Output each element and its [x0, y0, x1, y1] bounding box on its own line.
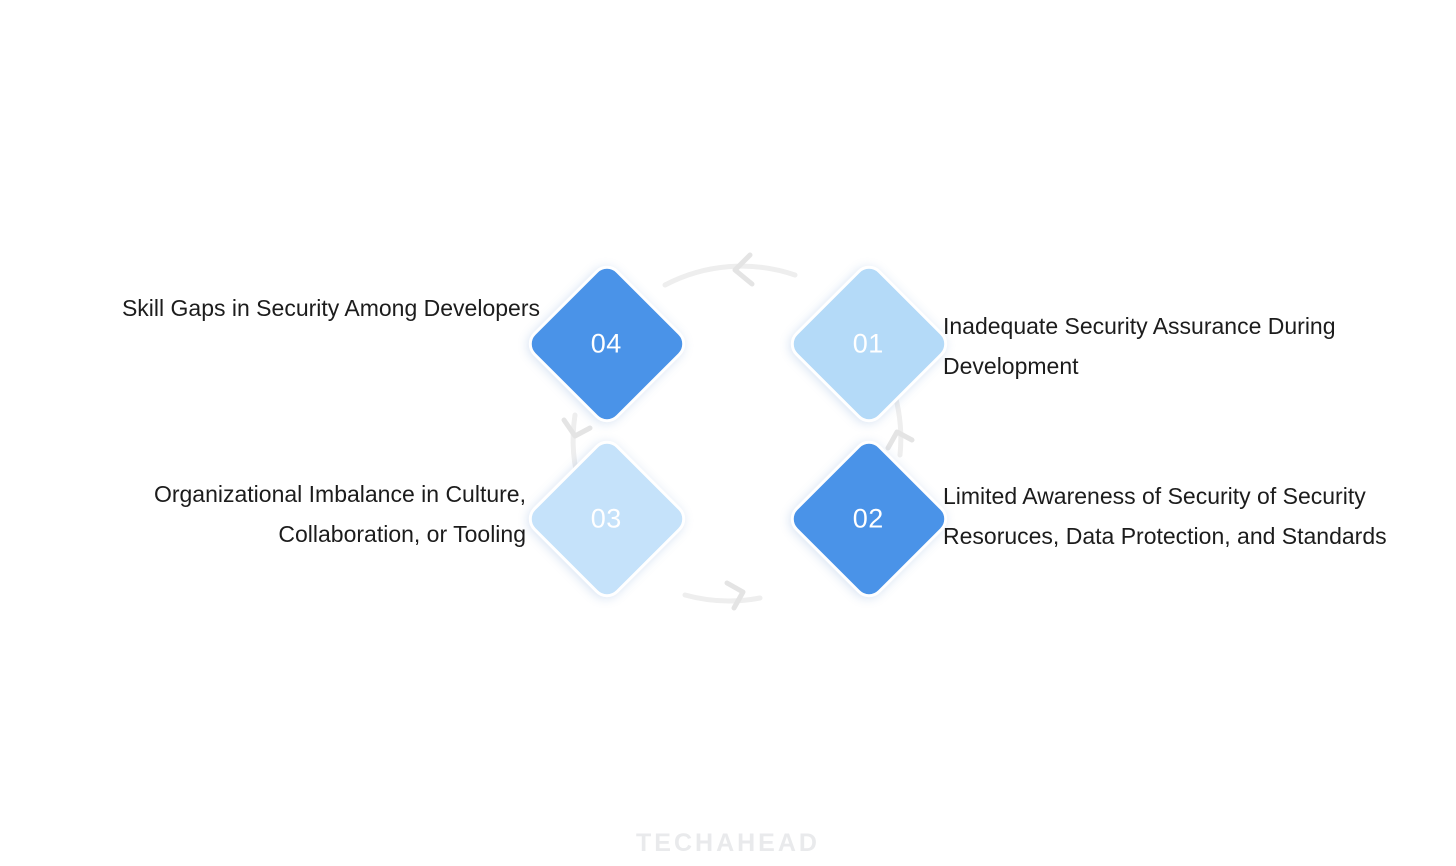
node-number-01: 01: [853, 328, 885, 359]
arrowhead-top: [735, 255, 752, 284]
arrowhead-right: [888, 432, 912, 448]
node-number-04: 04: [591, 328, 623, 359]
diagram-label-03: Organizational Imbalance in Culture, Collaboration, or Tooling: [153, 481, 526, 547]
diagram-node-01[interactable]: [784, 259, 954, 429]
node-number-02: 02: [853, 503, 885, 534]
node-number-03: 03: [591, 503, 623, 534]
arc-bottom: [685, 595, 760, 601]
brand-watermark: TECHAHEAD: [636, 829, 820, 857]
diagram-node-04[interactable]: [522, 259, 692, 429]
diagram-label-01: Inadequate Security Assurance During Development: [943, 313, 1336, 379]
diagram-node-03[interactable]: [522, 434, 692, 604]
arrowhead-bottom: [727, 583, 743, 608]
diagram-label-02: Limited Awareness of Security of Security Resoruces, Data Protection, and Standards: [943, 483, 1387, 549]
diagram-node-02[interactable]: [784, 434, 954, 604]
arc-top: [665, 266, 795, 285]
diagram-label-04: Skill Gaps in Security Among Developers: [121, 295, 540, 321]
arrowhead-left: [564, 420, 590, 436]
